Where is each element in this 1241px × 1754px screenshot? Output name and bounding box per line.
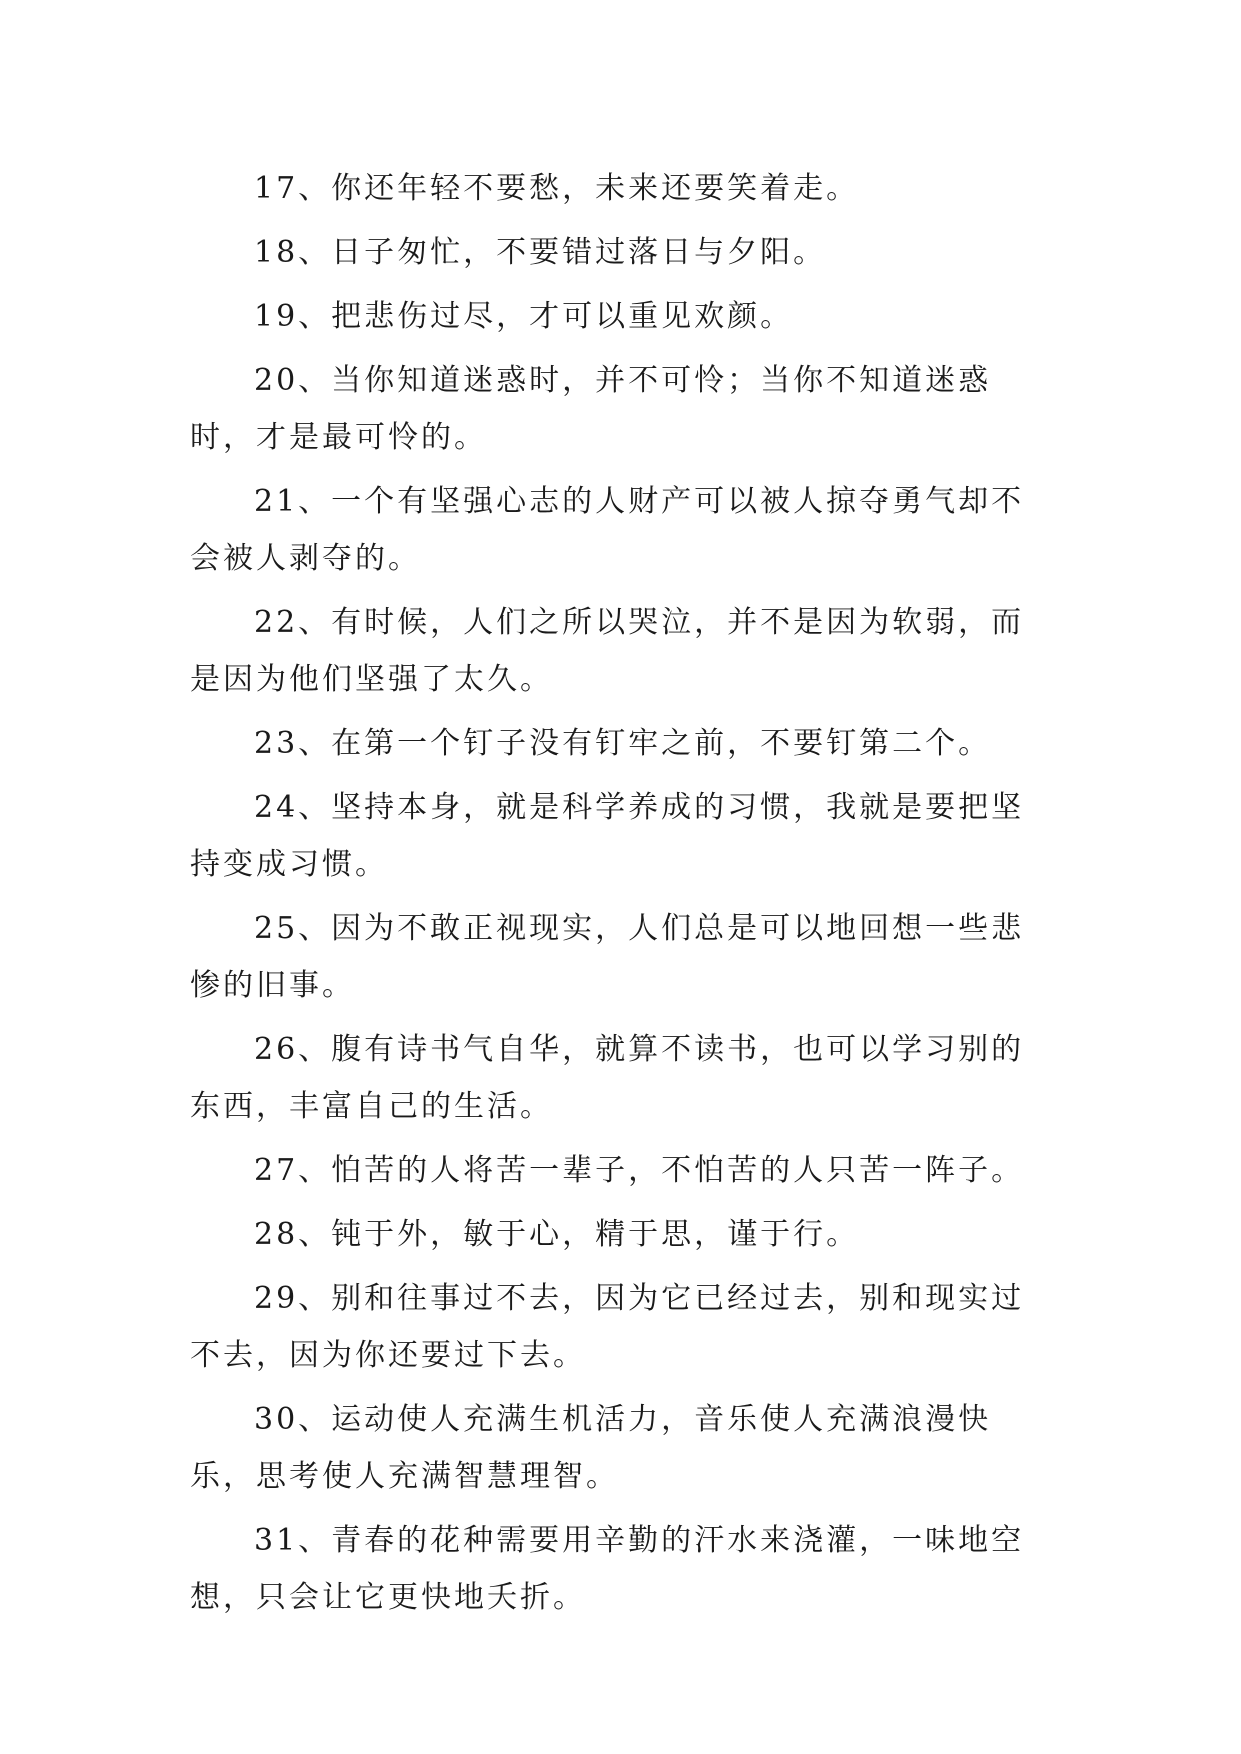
quote-paragraph-31: 31、青春的花种需要用辛勤的汗水来浇灌，一味地空想，只会让它更快地夭折。 <box>190 1523 1025 1615</box>
quote-paragraph-22: 22、有时候，人们之所以哭泣，并不是因为软弱，而是因为他们坚强了太久。 <box>190 605 1025 697</box>
quote-paragraph-18: 18、日子匆忙，不要错过落日与夕阳。 <box>254 235 827 270</box>
quote-paragraph-21: 21、一个有坚强心志的人财产可以被人掠夺勇气却不会被人剥夺的。 <box>190 484 1025 576</box>
quote-paragraph-24: 24、坚持本身，就是科学养成的习惯，我就是要把坚持变成习惯。 <box>190 790 1025 882</box>
quote-paragraph-28: 28、钝于外，敏于心，精于思，谨于行。 <box>254 1217 860 1252</box>
quote-paragraph-17: 17、你还年轻不要愁，未来还要笑着走。 <box>254 171 860 206</box>
quote-paragraph-29: 29、别和往事过不去，因为它已经过去，别和现实过不去，因为你还要过下去。 <box>190 1281 1025 1373</box>
quote-paragraph-26: 26、腹有诗书气自华，就算不读书，也可以学习别的东西，丰富自己的生活。 <box>190 1032 1025 1124</box>
quote-paragraph-25: 25、因为不敢正视现实，人们总是可以地回想一些悲惨的旧事。 <box>190 911 1025 1003</box>
quote-paragraph-20: 20、当你知道迷惑时，并不可怜；当你不知道迷惑时，才是最可怜的。 <box>190 363 992 455</box>
quote-paragraph-30: 30、运动使人充满生机活力，音乐使人充满浪漫快乐，思考使人充满智慧理智。 <box>190 1402 992 1494</box>
quote-paragraph-23: 23、在第一个钉子没有钉牢之前，不要钉第二个。 <box>254 726 992 761</box>
quote-paragraph-19: 19、把悲伤过尽，才可以重见欢颜。 <box>254 299 794 334</box>
document-body <box>190 160 1050 1633</box>
quote-paragraph-27: 27、怕苦的人将苦一辈子，不怕苦的人只苦一阵子。 <box>254 1153 1025 1188</box>
